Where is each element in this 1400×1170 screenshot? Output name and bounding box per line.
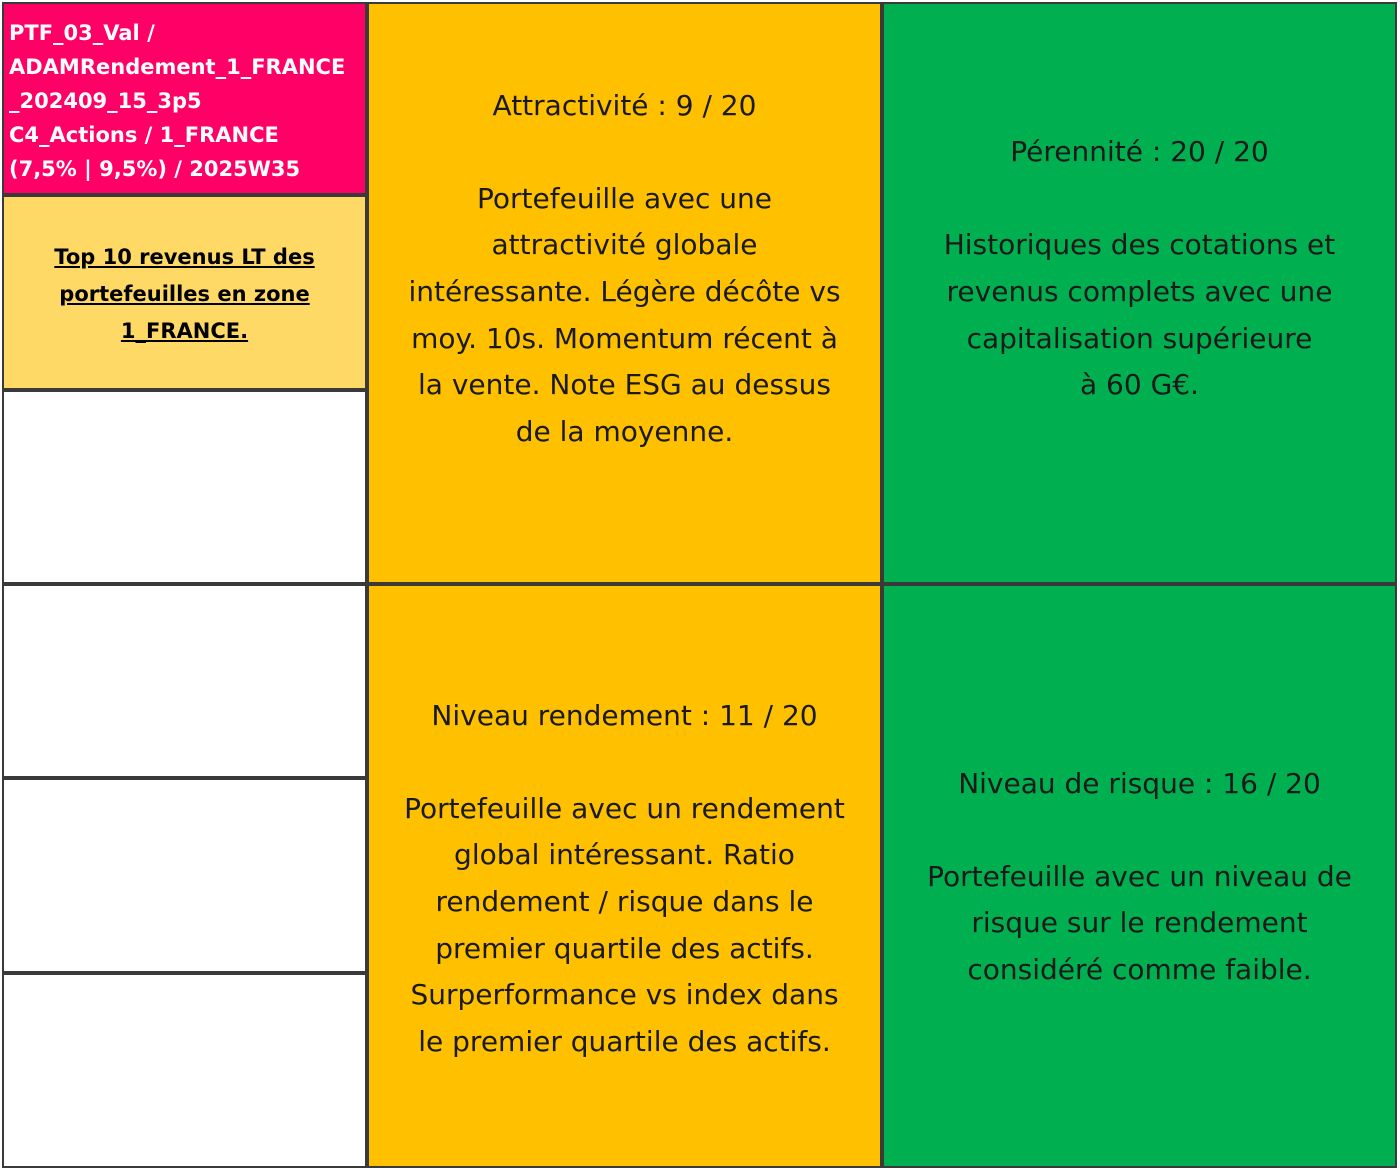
- rendement-text-line: rendement / risque dans le: [435, 885, 814, 918]
- empty-cell: [2, 584, 367, 778]
- portfolio-id-line: ADAMRendement_1_FRANCE: [9, 55, 346, 79]
- perennite-score-cell: [882, 2, 1397, 584]
- attractivite-text-line: la vente. Note ESG au dessus: [418, 368, 831, 402]
- rendement-content: [404, 693, 845, 1066]
- perennite-title: Pérennité : 20 / 20: [1010, 135, 1269, 169]
- portfolio-id-line: _202409_15_3p5: [9, 89, 202, 113]
- perennite-text-line: capitalisation supérieure: [966, 321, 1313, 355]
- rendement-score-cell: [367, 584, 882, 1168]
- spacer: [408, 129, 840, 176]
- spacer: [944, 176, 1336, 223]
- attractivite-content: [408, 83, 840, 456]
- perennite-content: [944, 129, 1336, 409]
- risque-title: Niveau de risque : 16 / 20: [958, 766, 1321, 800]
- attractivite-text-line: intéressante. Légère décôte vs: [408, 275, 841, 308]
- spacer: [927, 807, 1352, 854]
- portfolio-id-line: PTF_03_Val /: [9, 21, 155, 45]
- attractivite-score-cell: [367, 2, 882, 584]
- portfolio-description-cell: [2, 195, 367, 390]
- rendement-text-line: global intéressant. Ratio: [454, 838, 795, 872]
- perennite-text-line: à 60 G€.: [1079, 368, 1199, 402]
- empty-cell: [2, 778, 367, 973]
- rendement-text-line: Surperformance vs index dans: [410, 978, 839, 1012]
- spacer: [404, 739, 845, 786]
- portfolio-description-line: Top 10 revenus LT des: [54, 245, 315, 269]
- portfolio-description-line: portefeuilles en zone: [59, 282, 310, 306]
- risque-text-line: risque sur le rendement: [971, 906, 1308, 940]
- attractivite-text-line: attractivité globale: [491, 228, 758, 262]
- portfolio-description-line: 1_FRANCE.: [120, 319, 249, 343]
- rendement-text-line: premier quartile des actifs.: [435, 931, 814, 965]
- portfolio-id-line: C4_Actions / 1_FRANCE: [9, 123, 279, 147]
- risque-text-line: considéré comme faible.: [967, 952, 1312, 986]
- rendement-text-line: le premier quartile des actifs.: [418, 1024, 831, 1058]
- risque-content: [927, 761, 1352, 994]
- attractivite-title: Attractivité : 9 / 20: [492, 88, 757, 122]
- empty-cell: [2, 973, 367, 1168]
- rendement-title: Niveau rendement : 11 / 20: [431, 698, 818, 732]
- attractivite-text-line: Portefeuille avec une: [477, 181, 772, 215]
- portfolio-id-cell: [2, 2, 367, 195]
- portfolio-id-line: (7,5% | 9,5%) / 2025W35: [9, 157, 301, 181]
- perennite-text-line: revenus complets avec une: [946, 275, 1333, 308]
- risque-score-cell: [882, 584, 1397, 1168]
- risque-text-line: Portefeuille avec un niveau de: [927, 859, 1352, 893]
- attractivite-text-line: de la moyenne.: [515, 414, 734, 448]
- perennite-text-line: Historiques des cotations et: [943, 228, 1336, 262]
- portfolio-description: [54, 239, 314, 350]
- empty-cell: [2, 390, 367, 584]
- attractivite-text-line: moy. 10s. Momentum récent à: [411, 321, 838, 355]
- rendement-text-line: Portefeuille avec un rendement: [404, 791, 845, 825]
